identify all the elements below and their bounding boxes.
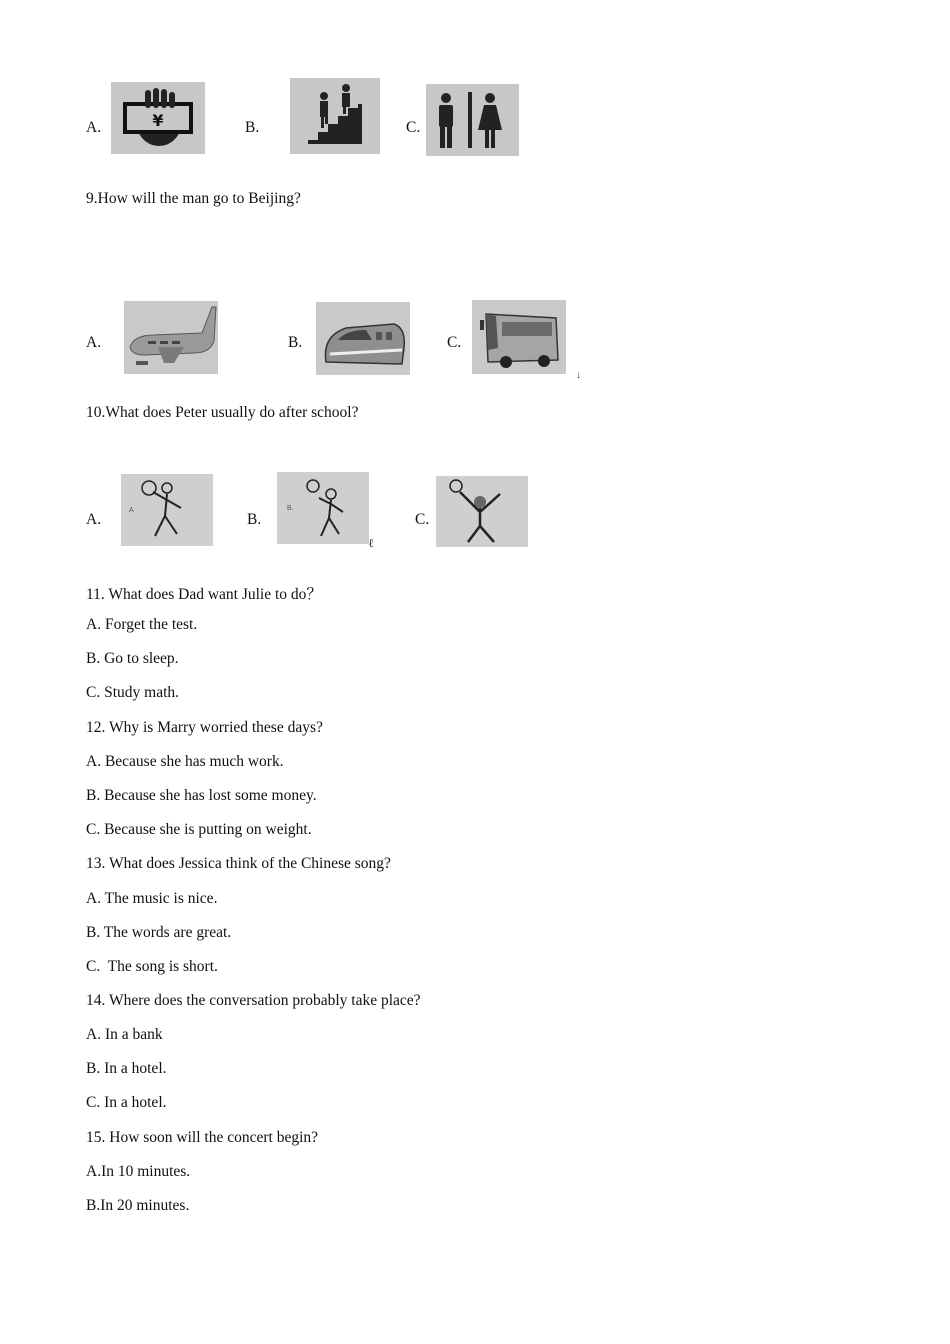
- q14-option-a: A. In a bank: [86, 1026, 163, 1043]
- q13-question: 13. What does Jessica think of the Chinese song?: [86, 855, 391, 872]
- q9-option-b-image: [316, 302, 410, 375]
- q9-option-a-label: A.: [86, 334, 102, 351]
- q8-option-b-label: B.: [245, 119, 260, 136]
- q10-option-a-label: A.: [86, 511, 102, 528]
- q11-option-b: B. Go to sleep.: [86, 650, 179, 667]
- q9-option-c-label: C.: [447, 334, 462, 351]
- q9-option-a-image: [124, 301, 218, 374]
- q8-option-b-image: [290, 78, 380, 154]
- inner-letter-b: B.: [287, 505, 294, 512]
- boy-playing-volleyball-icon: [436, 476, 528, 547]
- q12-option-b: B. Because she has lost some money.: [86, 787, 317, 804]
- bus-icon: [472, 300, 566, 374]
- hand-yuan-sign-icon: [111, 82, 205, 154]
- q8-option-c-label: C.: [406, 119, 421, 136]
- airplane-icon: [124, 301, 218, 374]
- stairs-people-sign-icon: [290, 78, 380, 154]
- q13-option-b: B. The words are great.: [86, 924, 232, 941]
- q10-option-a-image: [121, 474, 213, 546]
- q9-question: 9.How will the man go to Beijing?: [86, 190, 301, 207]
- q10-option-b-image: [277, 472, 369, 544]
- q8-option-a-label: A.: [86, 119, 102, 136]
- restroom-sign-icon: [426, 84, 519, 156]
- svg-text:¥: ¥: [152, 111, 164, 130]
- q14-option-c: C. In a hotel.: [86, 1094, 167, 1111]
- q9-option-c-image: [472, 300, 566, 374]
- q10-question: 10.What does Peter usually do after school?: [86, 404, 359, 421]
- q9-option-b-label: B.: [288, 334, 303, 351]
- q13-option-a: A. The music is nice.: [86, 890, 218, 907]
- q12-option-c: C. Because she is putting on weight.: [86, 821, 312, 838]
- q11-question: 11. What does Dad want Julie to do？: [86, 586, 322, 603]
- q8-option-c-image: [426, 84, 519, 156]
- q14-option-b: B. In a hotel.: [86, 1060, 167, 1077]
- boy-playing-football-icon: [277, 472, 369, 544]
- q10-option-b-label: B.: [247, 511, 262, 528]
- q14-question: 14. Where does the conversation probably take place?: [86, 992, 421, 1009]
- q8-option-a-image: [111, 82, 205, 154]
- return-mark: ↓: [576, 370, 581, 381]
- boy-playing-basketball-icon: [121, 474, 213, 546]
- tick-mark: ℓ: [368, 536, 374, 550]
- q13-option-c: C. The song is short.: [86, 958, 218, 975]
- q15-option-b: B.In 20 minutes.: [86, 1197, 190, 1214]
- q10-option-c-image: [436, 476, 528, 547]
- high-speed-train-icon: [316, 302, 410, 375]
- q11-option-a: A. Forget the test.: [86, 616, 198, 633]
- q12-question: 12. Why is Marry worried these days?: [86, 719, 323, 736]
- q15-option-a: A.In 10 minutes.: [86, 1163, 191, 1180]
- q11-option-c: C. Study math.: [86, 684, 180, 701]
- q15-question: 15. How soon will the concert begin?: [86, 1129, 319, 1146]
- q12-option-a: A. Because she has much work.: [86, 753, 284, 770]
- q10-option-c-label: C.: [415, 511, 430, 528]
- inner-letter-a: A: [129, 507, 134, 514]
